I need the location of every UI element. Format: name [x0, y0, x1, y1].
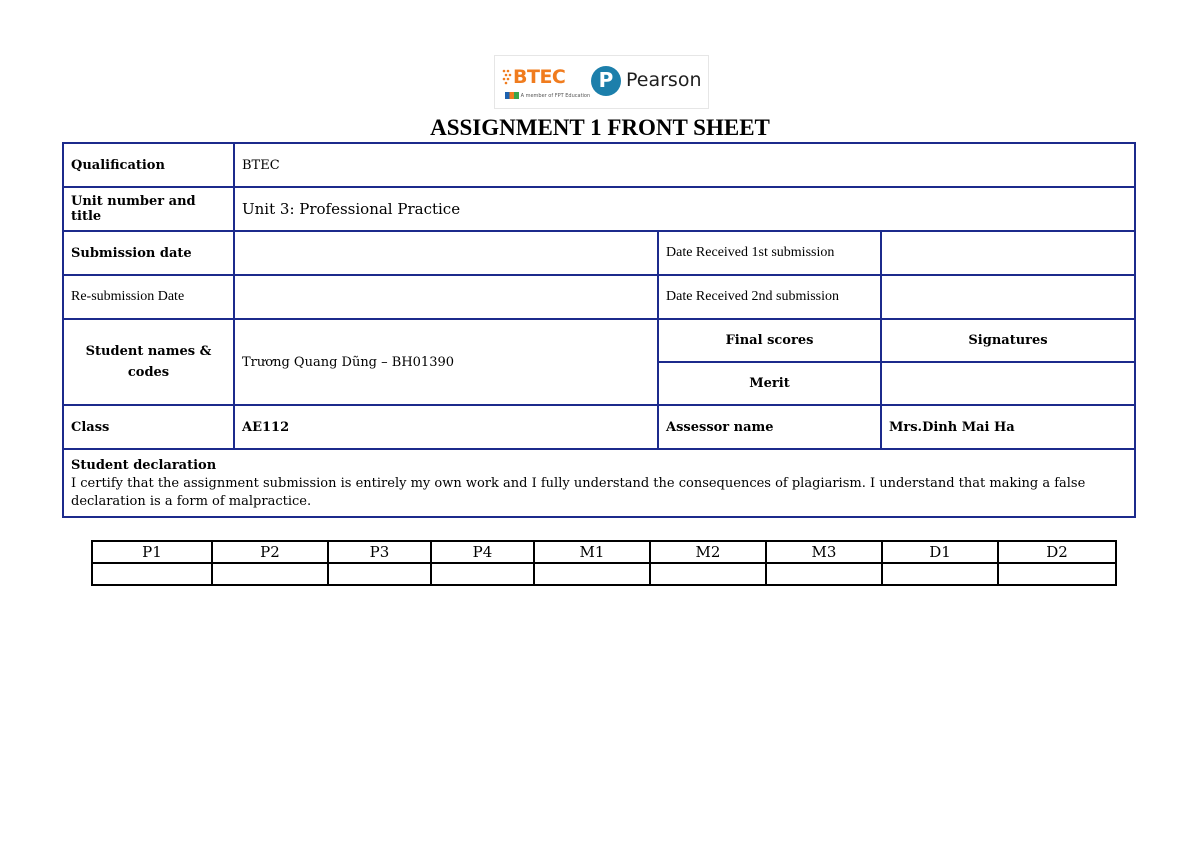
grade-header-d2: D2: [998, 541, 1116, 563]
btec-dots-icon: [501, 68, 513, 86]
fpt-icon: [505, 92, 519, 99]
grade-value-m2: [650, 563, 766, 585]
grade-value-p1: [92, 563, 212, 585]
grade-value-d1: [882, 563, 998, 585]
grade-value-p4: [431, 563, 534, 585]
grades-table: [91, 540, 1117, 586]
resubmission-date-label: Re-submission Date: [63, 275, 234, 319]
unit-row: [63, 187, 1135, 231]
grade-header-p4: P4: [431, 541, 534, 563]
grade-header-m3: M3: [766, 541, 882, 563]
front-sheet-table: [62, 142, 1136, 518]
grade-header-p3: P3: [328, 541, 431, 563]
submission-date-label: Submission date: [63, 231, 234, 275]
btec-tagline-text: A member of FPT Education: [519, 93, 591, 99]
submission-row: [63, 231, 1135, 275]
btec-wordmark: BTEC: [513, 66, 566, 88]
date-received-1-value: [881, 231, 1135, 275]
resubmission-date-value: [234, 275, 658, 319]
grade-header-m1: M1: [534, 541, 650, 563]
declaration-text: I certify that the assignment submission is entirely my own work and I fully understand the consequences of plagiarism. I understand that making a false declaration is a form of malpractice.: [71, 476, 1086, 509]
submission-date-value: [234, 231, 658, 275]
grade-header-p1: P1: [92, 541, 212, 563]
grade-header-p2: P2: [212, 541, 328, 563]
date-received-1-label: Date Received 1st submission: [658, 231, 881, 275]
class-row: [63, 405, 1135, 449]
grade-value-m3: [766, 563, 882, 585]
qualification-value: BTEC: [234, 143, 1135, 187]
student-row: [63, 319, 1135, 362]
grades-value-row: [92, 563, 1116, 585]
grades-header-row: [92, 541, 1116, 563]
student-label: Student names & codes: [63, 319, 234, 405]
grade-value-m1: [534, 563, 650, 585]
pearson-wordmark: Pearson: [626, 69, 702, 91]
page-title: ASSIGNMENT 1 FRONT SHEET: [430, 115, 770, 140]
btec-logo: [501, 62, 591, 102]
grade-value-d2: [998, 563, 1116, 585]
student-declaration: [63, 449, 1135, 517]
header-logos: [494, 55, 709, 109]
unit-value: Unit 3: Professional Practice: [234, 187, 1135, 231]
grade-value-p2: [212, 563, 328, 585]
signature-value: [881, 362, 1135, 405]
unit-label: Unit number and title: [63, 187, 234, 231]
pearson-icon: P: [591, 66, 621, 96]
student-value: Trương Quang Dũng – BH01390: [234, 319, 658, 405]
class-value: AE112: [234, 405, 658, 449]
date-received-2-value: [881, 275, 1135, 319]
resubmission-row: [63, 275, 1135, 319]
signatures-label: Signatures: [881, 319, 1135, 362]
assessor-label: Assessor name: [658, 405, 881, 449]
grade-header-m2: M2: [650, 541, 766, 563]
grade-value-p3: [328, 563, 431, 585]
qualification-label: Qualification: [63, 143, 234, 187]
final-scores-label: Final scores: [658, 319, 881, 362]
final-score-value: Merit: [658, 362, 881, 405]
class-label: Class: [63, 405, 234, 449]
grade-header-d1: D1: [882, 541, 998, 563]
date-received-2-label: Date Received 2nd submission: [658, 275, 881, 319]
qualification-row: [63, 143, 1135, 187]
declaration-row: [63, 449, 1135, 517]
declaration-heading: Student declaration: [71, 458, 217, 473]
assessor-value: Mrs.Dinh Mai Ha: [881, 405, 1135, 449]
btec-tagline: [505, 92, 590, 99]
